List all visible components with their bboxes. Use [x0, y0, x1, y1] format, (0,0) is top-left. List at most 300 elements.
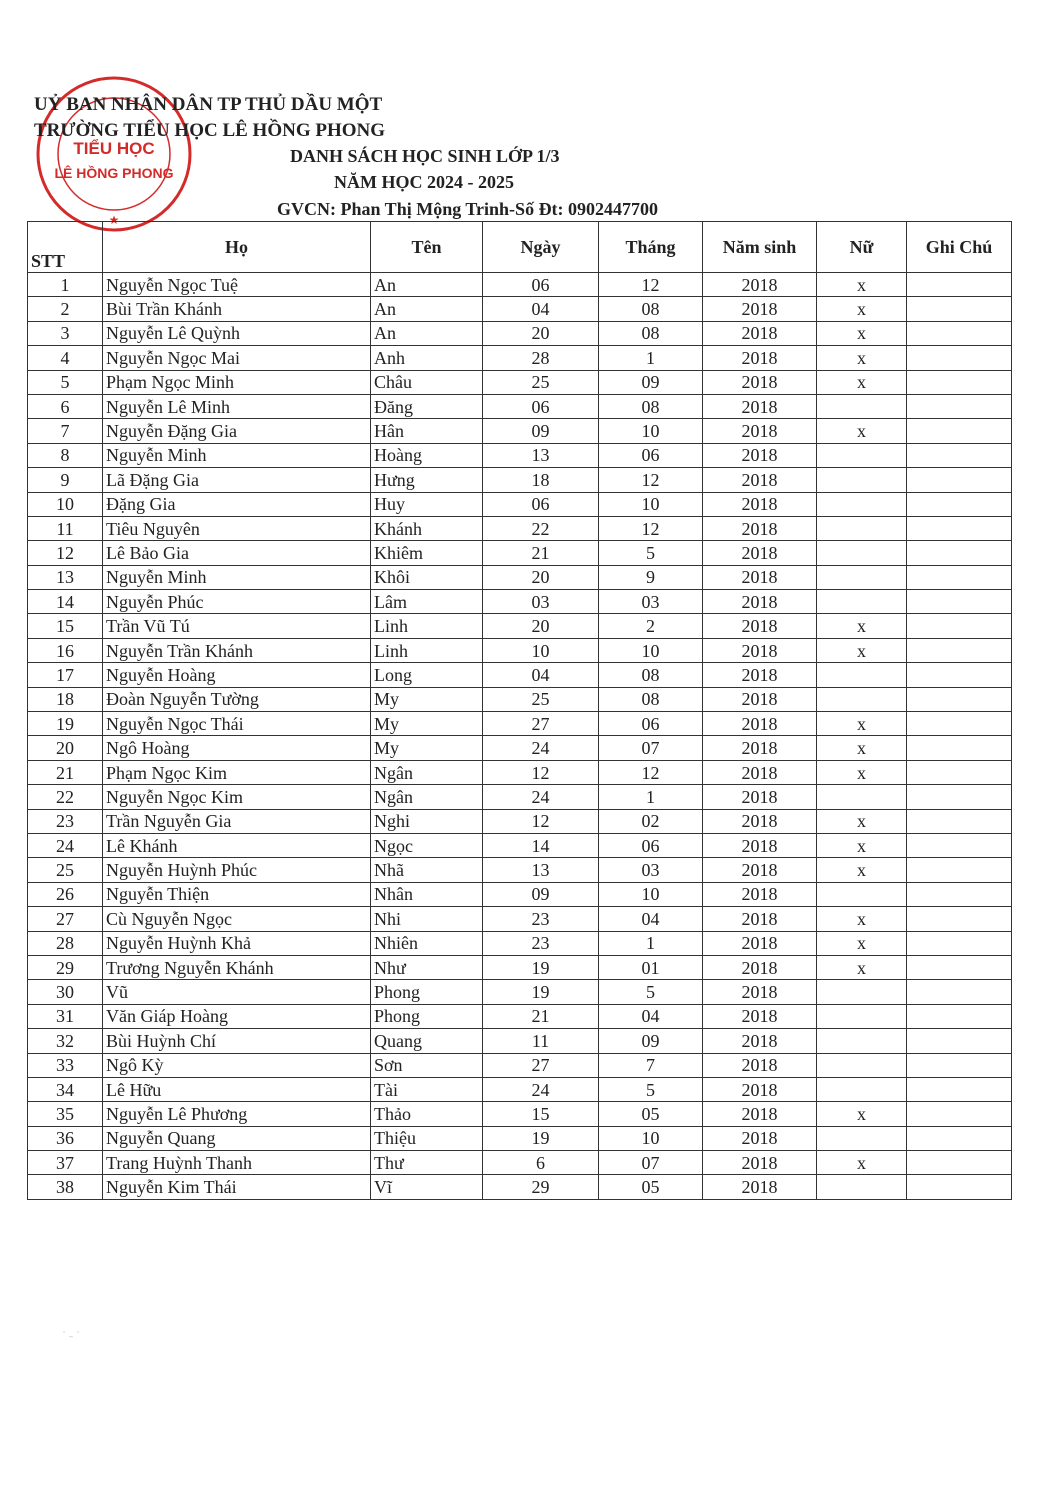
cell-ho: Ngô Hoàng [103, 736, 371, 760]
cell-ghi-chu [907, 663, 1012, 687]
cell-ngay: 25 [483, 687, 599, 711]
table-row [28, 663, 1012, 687]
org-line-1: UỶ BAN NHÂN DÂN TP THỦ DẦU MỘT [34, 94, 383, 115]
cell-nam-sinh: 2018 [703, 590, 817, 614]
cell-ghi-chu [907, 1126, 1012, 1150]
cell-thang: 06 [599, 833, 703, 857]
cell-thang: 03 [599, 858, 703, 882]
cell-thang: 10 [599, 638, 703, 662]
cell-ngay: 22 [483, 516, 599, 540]
table-row [28, 468, 1012, 492]
cell-ghi-chu [907, 736, 1012, 760]
cell-stt: 14 [28, 590, 103, 614]
cell-nu [817, 492, 907, 516]
cell-thang: 9 [599, 565, 703, 589]
cell-ghi-chu [907, 565, 1012, 589]
cell-ghi-chu [907, 394, 1012, 418]
cell-ghi-chu [907, 882, 1012, 906]
cell-ho: Nguyễn Minh [103, 565, 371, 589]
cell-thang: 10 [599, 492, 703, 516]
cell-thang: 12 [599, 760, 703, 784]
cell-thang: 04 [599, 1004, 703, 1028]
table-row [28, 955, 1012, 979]
cell-ghi-chu [907, 687, 1012, 711]
cell-nu: x [817, 297, 907, 321]
cell-ten: Sơn [371, 1053, 483, 1077]
cell-ngay: 24 [483, 736, 599, 760]
cell-nu [817, 1053, 907, 1077]
cell-stt: 22 [28, 785, 103, 809]
cell-ghi-chu [907, 516, 1012, 540]
table-row [28, 736, 1012, 760]
cell-thang: 12 [599, 273, 703, 297]
cell-nam-sinh: 2018 [703, 1175, 817, 1199]
cell-stt: 1 [28, 273, 103, 297]
school-year: NĂM HỌC 2024 - 2025 [334, 172, 514, 192]
cell-stt: 35 [28, 1102, 103, 1126]
cell-ho: Trương Nguyễn Khánh [103, 955, 371, 979]
cell-stt: 6 [28, 394, 103, 418]
cell-nam-sinh: 2018 [703, 565, 817, 589]
cell-thang: 08 [599, 321, 703, 345]
cell-nam-sinh: 2018 [703, 614, 817, 638]
cell-stt: 34 [28, 1077, 103, 1101]
cell-nam-sinh: 2018 [703, 1004, 817, 1028]
cell-nam-sinh: 2018 [703, 394, 817, 418]
cell-ten: An [371, 297, 483, 321]
cell-nam-sinh: 2018 [703, 297, 817, 321]
cell-ten: Ngọc [371, 833, 483, 857]
cell-ghi-chu [907, 907, 1012, 931]
cell-ngay: 12 [483, 809, 599, 833]
cell-nam-sinh: 2018 [703, 1126, 817, 1150]
cell-ngay: 14 [483, 833, 599, 857]
cell-ho: Tiêu Nguyên [103, 516, 371, 540]
cell-nam-sinh: 2018 [703, 809, 817, 833]
cell-nu: x [817, 833, 907, 857]
cell-nu: x [817, 321, 907, 345]
table-row [28, 614, 1012, 638]
document-title: DANH SÁCH HỌC SINH LỚP 1/3 [290, 146, 560, 166]
col-header-ghi-chu: Ghi Chú [907, 222, 1012, 273]
table-row [28, 809, 1012, 833]
col-header-nam-sinh: Năm sinh [703, 222, 817, 273]
cell-thang: 05 [599, 1175, 703, 1199]
cell-nu: x [817, 346, 907, 370]
cell-stt: 3 [28, 321, 103, 345]
cell-thang: 10 [599, 419, 703, 443]
cell-ngay: 13 [483, 858, 599, 882]
cell-nam-sinh: 2018 [703, 955, 817, 979]
cell-ngay: 24 [483, 1077, 599, 1101]
cell-thang: 05 [599, 1102, 703, 1126]
cell-ho: Lê Bảo Gia [103, 541, 371, 565]
cell-ten: Tài [371, 1077, 483, 1101]
cell-ten: Huy [371, 492, 483, 516]
cell-thang: 1 [599, 785, 703, 809]
cell-ho: Nguyễn Huỳnh Khả [103, 931, 371, 955]
cell-nu [817, 1175, 907, 1199]
table-row [28, 833, 1012, 857]
cell-ngay: 25 [483, 370, 599, 394]
cell-ten: Thư [371, 1151, 483, 1175]
cell-ngay: 20 [483, 565, 599, 589]
cell-thang: 04 [599, 907, 703, 931]
table-row [28, 712, 1012, 736]
teacher-info: GVCN: Phan Thị Mộng Trinh-Số Đt: 0902447700 [277, 199, 659, 219]
cell-thang: 06 [599, 443, 703, 467]
cell-thang: 07 [599, 736, 703, 760]
cell-stt: 36 [28, 1126, 103, 1150]
table-row [28, 516, 1012, 540]
stamp-text-1: TIỂU HỌC [73, 139, 155, 158]
cell-ho: Nguyễn Lê Phương [103, 1102, 371, 1126]
cell-ho: Phạm Ngọc Kim [103, 760, 371, 784]
table-row [28, 492, 1012, 516]
table-row [28, 443, 1012, 467]
cell-ten: Nhân [371, 882, 483, 906]
cell-ngay: 04 [483, 663, 599, 687]
cell-ten: Nhã [371, 858, 483, 882]
cell-ten: Long [371, 663, 483, 687]
cell-thang: 08 [599, 663, 703, 687]
cell-ten: Ngân [371, 785, 483, 809]
cell-nam-sinh: 2018 [703, 736, 817, 760]
cell-stt: 9 [28, 468, 103, 492]
cell-ngay: 12 [483, 760, 599, 784]
table-header-row [28, 222, 1012, 273]
cell-ghi-chu [907, 1077, 1012, 1101]
cell-stt: 12 [28, 541, 103, 565]
cell-ho: Nguyễn Ngọc Kim [103, 785, 371, 809]
cell-thang: 02 [599, 809, 703, 833]
col-header-ho: Họ [103, 222, 371, 273]
cell-nu: x [817, 1102, 907, 1126]
cell-nu [817, 687, 907, 711]
cell-nam-sinh: 2018 [703, 1053, 817, 1077]
table-row [28, 321, 1012, 345]
table-row [28, 297, 1012, 321]
cell-nu [817, 565, 907, 589]
cell-ngay: 15 [483, 1102, 599, 1126]
cell-nam-sinh: 2018 [703, 541, 817, 565]
cell-ngay: 09 [483, 882, 599, 906]
cell-ho: Bùi Huỳnh Chí [103, 1029, 371, 1053]
cell-stt: 19 [28, 712, 103, 736]
cell-ten: My [371, 736, 483, 760]
roster-body [28, 273, 1012, 1200]
org-line-2: TRƯỜNG TIỂU HỌC LÊ HỒNG PHONG [34, 120, 386, 141]
cell-ngay: 20 [483, 614, 599, 638]
cell-ghi-chu [907, 492, 1012, 516]
cell-nu [817, 1077, 907, 1101]
cell-ten: Khôi [371, 565, 483, 589]
table-row [28, 687, 1012, 711]
cell-nam-sinh: 2018 [703, 1151, 817, 1175]
cell-nam-sinh: 2018 [703, 516, 817, 540]
cell-ten: Thảo [371, 1102, 483, 1126]
cell-nam-sinh: 2018 [703, 1029, 817, 1053]
cell-ngay: 23 [483, 931, 599, 955]
cell-ghi-chu [907, 760, 1012, 784]
cell-stt: 2 [28, 297, 103, 321]
cell-ghi-chu [907, 931, 1012, 955]
table-row [28, 638, 1012, 662]
cell-ngay: 28 [483, 346, 599, 370]
cell-nam-sinh: 2018 [703, 663, 817, 687]
table-row [28, 346, 1012, 370]
cell-nam-sinh: 2018 [703, 273, 817, 297]
cell-ten: My [371, 687, 483, 711]
cell-nu [817, 663, 907, 687]
cell-ghi-chu [907, 1053, 1012, 1077]
cell-stt: 8 [28, 443, 103, 467]
cell-ngay: 18 [483, 468, 599, 492]
table-row [28, 785, 1012, 809]
cell-ngay: 21 [483, 1004, 599, 1028]
cell-nu [817, 443, 907, 467]
cell-nu [817, 516, 907, 540]
cell-ten: Hưng [371, 468, 483, 492]
cell-ho: Nguyễn Kim Thái [103, 1175, 371, 1199]
cell-ghi-chu [907, 1029, 1012, 1053]
table-row [28, 1004, 1012, 1028]
cell-ho: Đoàn Nguyễn Tường [103, 687, 371, 711]
cell-nu [817, 785, 907, 809]
cell-ghi-chu [907, 955, 1012, 979]
cell-ho: Nguyễn Huỳnh Phúc [103, 858, 371, 882]
svg-text:★: ★ [108, 213, 120, 227]
cell-nam-sinh: 2018 [703, 346, 817, 370]
cell-ghi-chu [907, 833, 1012, 857]
cell-stt: 16 [28, 638, 103, 662]
cell-thang: 10 [599, 1126, 703, 1150]
cell-stt: 4 [28, 346, 103, 370]
cell-ngay: 29 [483, 1175, 599, 1199]
col-header-ten: Tên [371, 222, 483, 273]
stamp-text-2: LÊ HỒNG PHONG [54, 165, 174, 181]
cell-ngay: 06 [483, 492, 599, 516]
cell-thang: 5 [599, 1077, 703, 1101]
cell-ngay: 06 [483, 394, 599, 418]
cell-ho: Nguyễn Ngọc Mai [103, 346, 371, 370]
cell-stt: 13 [28, 565, 103, 589]
cell-ghi-chu [907, 468, 1012, 492]
table-row [28, 541, 1012, 565]
cell-stt: 24 [28, 833, 103, 857]
cell-ten: Phong [371, 980, 483, 1004]
cell-thang: 12 [599, 468, 703, 492]
cell-ngay: 19 [483, 1126, 599, 1150]
cell-ten: Nhiên [371, 931, 483, 955]
cell-ghi-chu [907, 809, 1012, 833]
cell-stt: 32 [28, 1029, 103, 1053]
cell-nam-sinh: 2018 [703, 833, 817, 857]
col-header-thang: Tháng [599, 222, 703, 273]
cell-nu: x [817, 907, 907, 931]
cell-nu: x [817, 736, 907, 760]
cell-ghi-chu [907, 980, 1012, 1004]
table-row [28, 1102, 1012, 1126]
cell-nu [817, 590, 907, 614]
cell-nu: x [817, 273, 907, 297]
cell-ho: Vũ [103, 980, 371, 1004]
cell-thang: 01 [599, 955, 703, 979]
cell-ten: An [371, 321, 483, 345]
cell-nam-sinh: 2018 [703, 1102, 817, 1126]
cell-ghi-chu [907, 541, 1012, 565]
cell-ghi-chu [907, 273, 1012, 297]
table-row [28, 1077, 1012, 1101]
cell-ten: Vĩ [371, 1175, 483, 1199]
table-row [28, 1151, 1012, 1175]
cell-nu: x [817, 931, 907, 955]
cell-ngay: 27 [483, 712, 599, 736]
cell-ten: Quang [371, 1029, 483, 1053]
cell-thang: 5 [599, 541, 703, 565]
cell-thang: 1 [599, 931, 703, 955]
cell-nu [817, 882, 907, 906]
cell-nam-sinh: 2018 [703, 980, 817, 1004]
cell-nu: x [817, 712, 907, 736]
cell-nu: x [817, 1151, 907, 1175]
cell-nam-sinh: 2018 [703, 468, 817, 492]
student-roster-table [27, 221, 1012, 1200]
cell-ten: Nghi [371, 809, 483, 833]
cell-ten: Hân [371, 419, 483, 443]
cell-ten: Linh [371, 638, 483, 662]
cell-ngay: 19 [483, 955, 599, 979]
cell-nam-sinh: 2018 [703, 712, 817, 736]
cell-ten: Lâm [371, 590, 483, 614]
cell-nam-sinh: 2018 [703, 882, 817, 906]
cell-nu [817, 394, 907, 418]
cell-ngay: 09 [483, 419, 599, 443]
table-row [28, 980, 1012, 1004]
cell-ten: Khánh [371, 516, 483, 540]
cell-ho: Nguyễn Ngọc Thái [103, 712, 371, 736]
cell-stt: 33 [28, 1053, 103, 1077]
cell-ghi-chu [907, 321, 1012, 345]
cell-nu: x [817, 638, 907, 662]
cell-thang: 06 [599, 712, 703, 736]
cell-thang: 5 [599, 980, 703, 1004]
cell-ho: Nguyễn Lê Minh [103, 394, 371, 418]
col-header-ngay: Ngày [483, 222, 599, 273]
cell-stt: 15 [28, 614, 103, 638]
table-row [28, 565, 1012, 589]
col-header-nu: Nữ [817, 222, 907, 273]
cell-ghi-chu [907, 1004, 1012, 1028]
cell-ghi-chu [907, 1175, 1012, 1199]
cell-ho: Trần Vũ Tú [103, 614, 371, 638]
cell-ngay: 10 [483, 638, 599, 662]
cell-thang: 08 [599, 394, 703, 418]
cell-ghi-chu [907, 1102, 1012, 1126]
cell-nam-sinh: 2018 [703, 370, 817, 394]
cell-ngay: 21 [483, 541, 599, 565]
cell-nam-sinh: 2018 [703, 1077, 817, 1101]
cell-thang: 2 [599, 614, 703, 638]
table-row [28, 1053, 1012, 1077]
cell-ten: Ngân [371, 760, 483, 784]
cell-ten: Hoàng [371, 443, 483, 467]
cell-ngay: 23 [483, 907, 599, 931]
cell-stt: 29 [28, 955, 103, 979]
cell-stt: 31 [28, 1004, 103, 1028]
cell-ten: My [371, 712, 483, 736]
cell-ghi-chu [907, 1151, 1012, 1175]
cell-stt: 7 [28, 419, 103, 443]
cell-ho: Văn Giáp Hoàng [103, 1004, 371, 1028]
cell-thang: 08 [599, 687, 703, 711]
cell-ho: Lê Hữu [103, 1077, 371, 1101]
cell-ngay: 06 [483, 273, 599, 297]
cell-nu: x [817, 370, 907, 394]
cell-stt: 10 [28, 492, 103, 516]
cell-thang: 1 [599, 346, 703, 370]
cell-thang: 09 [599, 370, 703, 394]
cell-ngay: 04 [483, 297, 599, 321]
cell-ghi-chu [907, 370, 1012, 394]
cell-stt: 30 [28, 980, 103, 1004]
table-row [28, 882, 1012, 906]
cell-ho: Nguyễn Minh [103, 443, 371, 467]
table-row [28, 419, 1012, 443]
cell-ho: Cù Nguyễn Ngọc [103, 907, 371, 931]
cell-stt: 17 [28, 663, 103, 687]
cell-ho: Nguyễn Lê Quỳnh [103, 321, 371, 345]
table-row [28, 1126, 1012, 1150]
cell-nu [817, 1126, 907, 1150]
cell-ngay: 03 [483, 590, 599, 614]
cell-ten: Thiệu [371, 1126, 483, 1150]
cell-thang: 09 [599, 1029, 703, 1053]
scan-mark: ˙ ˗ ˙ [62, 1328, 80, 1342]
cell-ho: Nguyễn Đặng Gia [103, 419, 371, 443]
cell-nam-sinh: 2018 [703, 858, 817, 882]
cell-ghi-chu [907, 785, 1012, 809]
cell-ngay: 19 [483, 980, 599, 1004]
col-header-stt: STT [28, 222, 103, 273]
cell-ten: Như [371, 955, 483, 979]
cell-ho: Lã Đặng Gia [103, 468, 371, 492]
cell-nam-sinh: 2018 [703, 760, 817, 784]
cell-ngay: 20 [483, 321, 599, 345]
cell-thang: 08 [599, 297, 703, 321]
cell-nam-sinh: 2018 [703, 931, 817, 955]
cell-nu: x [817, 419, 907, 443]
cell-nu [817, 1004, 907, 1028]
table-row [28, 907, 1012, 931]
cell-ngay: 27 [483, 1053, 599, 1077]
cell-ghi-chu [907, 858, 1012, 882]
cell-thang: 07 [599, 1151, 703, 1175]
cell-nu [817, 1029, 907, 1053]
cell-ngay: 6 [483, 1151, 599, 1175]
cell-nu: x [817, 955, 907, 979]
cell-ten: Đăng [371, 394, 483, 418]
cell-stt: 20 [28, 736, 103, 760]
cell-ngay: 11 [483, 1029, 599, 1053]
cell-stt: 11 [28, 516, 103, 540]
cell-ghi-chu [907, 712, 1012, 736]
cell-stt: 21 [28, 760, 103, 784]
cell-stt: 5 [28, 370, 103, 394]
cell-nu: x [817, 809, 907, 833]
cell-ghi-chu [907, 346, 1012, 370]
cell-nam-sinh: 2018 [703, 492, 817, 516]
